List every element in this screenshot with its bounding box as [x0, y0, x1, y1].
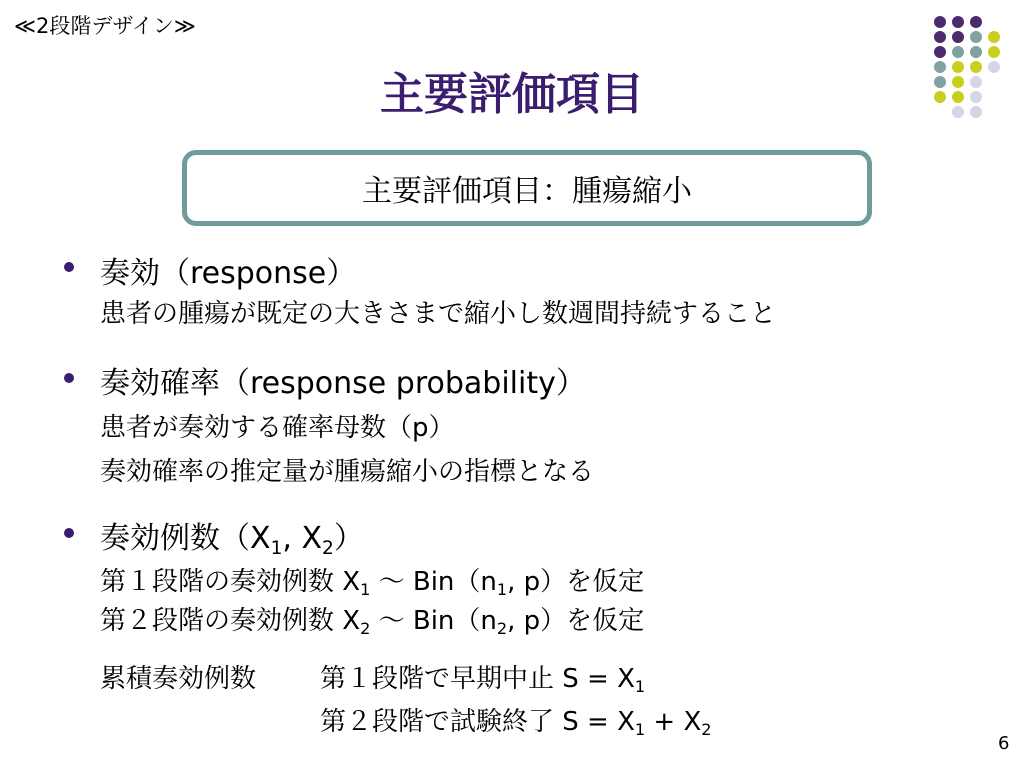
formula-text: , p）を仮定 — [507, 606, 645, 636]
page-title: 主要評価項目 — [380, 69, 644, 120]
bullet-icon — [64, 528, 74, 538]
decor-dot — [988, 31, 1000, 43]
decor-dot — [952, 31, 964, 43]
decor-dot — [934, 61, 946, 73]
decorative-dot-grid — [930, 16, 1010, 136]
bullet-icon — [64, 262, 74, 272]
formula-text: ～ Bin（n — [370, 606, 497, 636]
section-text: 患者の腫瘍が既定の大きさまで縮小し数週間持続すること — [100, 299, 777, 329]
subscript: 2 — [360, 619, 371, 639]
heading-text: 奏効例数（X — [100, 521, 271, 556]
formula-line — [100, 600, 644, 637]
formula-text: 第２段階で試験終了 S = X — [320, 707, 635, 737]
formula-line — [100, 561, 644, 598]
section-text: 奏効確率の推定量が腫瘍縮小の指標となる — [100, 457, 595, 487]
primary-endpoint-text: 主要評価項目：腫瘍縮小 — [362, 174, 692, 209]
decor-dot — [952, 76, 964, 88]
decor-dot — [934, 31, 946, 43]
section-text: 患者が奏効する確率母数（p） — [100, 413, 455, 443]
decor-dot — [952, 91, 964, 103]
subscript: 1 — [634, 677, 646, 697]
decor-dot — [934, 76, 946, 88]
section-heading: 奏効確率（response probability） — [100, 366, 586, 401]
formula-text: ～ Bin（n — [370, 567, 497, 597]
section-heading: 奏効（response） — [100, 256, 357, 291]
formula-text: 第２段階の奏効例数 X — [100, 606, 361, 636]
decor-dot — [952, 106, 964, 118]
subscript: 1 — [270, 537, 283, 559]
subscript: 2 — [496, 619, 508, 639]
decor-dot — [952, 61, 964, 73]
decor-dot — [952, 16, 964, 28]
formula-text: + X — [645, 707, 702, 737]
primary-endpoint-box — [182, 150, 872, 226]
subscript: 1 — [634, 720, 646, 740]
section-heading — [100, 513, 364, 557]
formula-text: , p）を仮定 — [507, 567, 645, 597]
decor-dot — [988, 61, 1000, 73]
decor-dot — [970, 106, 982, 118]
page-number: 6 — [998, 733, 1010, 754]
breadcrumb: ≪2段階デザイン≫ — [14, 14, 196, 38]
decor-dot — [970, 31, 982, 43]
subscript: 1 — [496, 580, 508, 600]
bullet-icon — [64, 373, 74, 383]
decor-dot — [970, 91, 982, 103]
decor-dot — [952, 46, 964, 58]
formula-text: 第１段階で早期中止 S = X — [320, 664, 635, 694]
formula-text: 第１段階の奏効例数 X — [100, 567, 361, 597]
decor-dot — [970, 76, 982, 88]
decor-dot — [934, 16, 946, 28]
formula-line — [320, 701, 712, 738]
decor-dot — [970, 16, 982, 28]
formula-line — [320, 658, 645, 695]
decor-dot — [970, 61, 982, 73]
decor-dot — [934, 46, 946, 58]
subscript: 2 — [701, 720, 712, 740]
subscript: 2 — [322, 537, 334, 559]
decor-dot — [970, 46, 982, 58]
cumulative-label: 累積奏効例数 — [100, 664, 257, 694]
subscript: 1 — [360, 580, 371, 600]
heading-text: ） — [333, 521, 364, 556]
decor-dot — [988, 46, 1000, 58]
decor-dot — [934, 91, 946, 103]
heading-text: , X — [282, 521, 323, 556]
